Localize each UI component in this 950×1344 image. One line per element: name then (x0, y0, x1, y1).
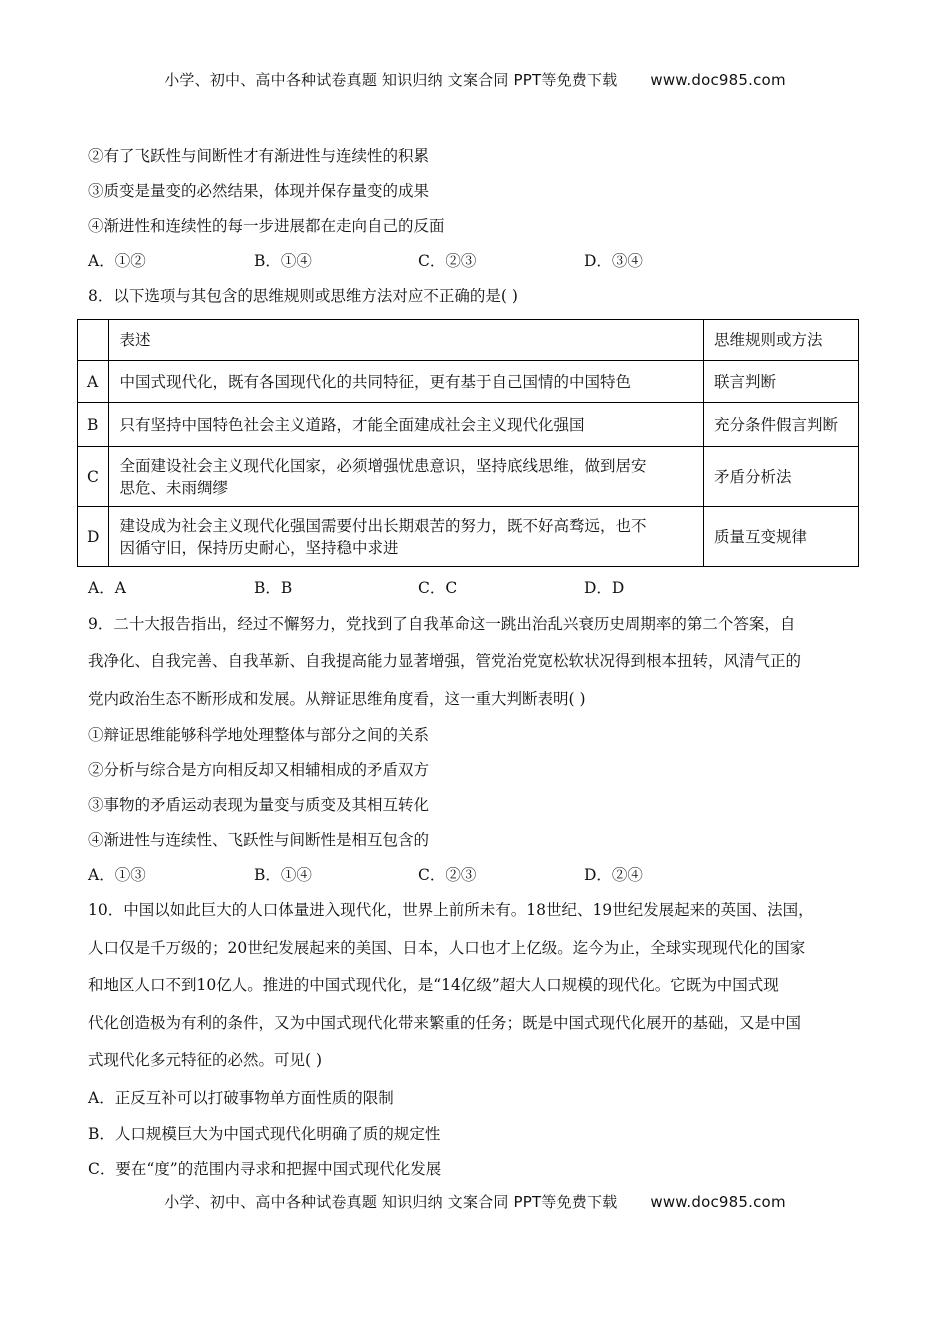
q8-header-key (78, 320, 109, 361)
q8-row-key: A (78, 361, 109, 403)
header-text: 小学、初中、高中各种试卷真题 知识归纳 文案合同 PPT等免费下载 (164, 71, 618, 89)
q10-option-c: C．要在“度”的范围内寻求和把握中国式现代化发展 (88, 1160, 442, 1178)
header-site-link[interactable]: www.doc985.com (650, 71, 786, 89)
q8-option-c: C．C (418, 579, 458, 597)
q9-item-2: ②分析与综合是方向相反却又相辅相成的矛盾双方 (88, 761, 430, 779)
q9-option-b: B．①④ (254, 866, 312, 884)
q8-table (77, 319, 859, 567)
q10-stem-line5: 式现代化多元特征的必然。可见( ) (88, 1051, 323, 1069)
q8-option-b: B．B (254, 579, 293, 597)
q8-row-statement-line1: 建设成为社会主义现代化强国需要付出长期艰苦的努力，既不好高骛远，也不 (119, 516, 647, 535)
q8-stem: 8．以下选项与其包含的思维规则或思维方法对应不正确的是( ) (88, 287, 518, 305)
q8-header-method: 思维规则或方法 (704, 320, 859, 361)
q7-item-2: ②有了飞跃性与间断性才有渐进性与连续性的积累 (88, 147, 430, 165)
q8-row-statement: 中国式现代化，既有各国现代化的共同特征，更有基于自己国情的中国特色 (109, 361, 704, 403)
q9-item-3: ③事物的矛盾运动表现为量变与质变及其相互转化 (88, 796, 430, 814)
q8-option-a: A．A (88, 579, 126, 597)
q9-option-a: A．①③ (88, 866, 146, 884)
page-footer (0, 1191, 950, 1212)
q8-row-b (78, 403, 859, 447)
q10-stem-line2: 人口仅是千万级的；20世纪发展起来的美国、日本，人口也才上亿级。迄今为止，全球实现现代化的国家 (88, 939, 806, 957)
q8-row-statement-line1: 全面建设社会主义现代化国家，必须增强忧患意识，坚持底线思维，做到居安 (119, 456, 647, 475)
q8-row-key: B (78, 403, 109, 447)
q9-option-d: D．②④ (584, 866, 643, 884)
q9-stem-line3: 党内政治生态不断形成和发展。从辩证思维角度看，这一重大判断表明( ) (88, 690, 586, 708)
q8-row-method: 质量互变规律 (704, 507, 859, 567)
q8-table-header-row (78, 320, 859, 361)
q7-item-4: ④渐进性和连续性的每一步进展都在走向自己的反面 (88, 217, 445, 235)
footer-site-link[interactable]: www.doc985.com (650, 1193, 786, 1211)
q8-row-a (78, 361, 859, 403)
q9-option-c: C．②③ (418, 866, 477, 884)
q8-row-statement (109, 507, 704, 567)
q8-row-statement (109, 447, 704, 507)
q8-header-statement: 表述 (109, 320, 704, 361)
q8-row-method: 联言判断 (704, 361, 859, 403)
q8-option-d: D．D (584, 579, 625, 597)
q7-option-c: C．②③ (418, 252, 477, 270)
q7-option-d: D．③④ (584, 252, 643, 270)
q9-item-4: ④渐进性与连续性、飞跃性与间断性是相互包含的 (88, 831, 430, 849)
q8-row-statement-line2: 思危、未雨绸缪 (119, 478, 228, 497)
q8-row-d (78, 507, 859, 567)
q9-item-1: ①辩证思维能够科学地处理整体与部分之间的关系 (88, 726, 430, 744)
q10-option-b: B．人口规模巨大为中国式现代化明确了质的规定性 (88, 1125, 441, 1143)
q7-option-b: B．①④ (254, 252, 312, 270)
q10-stem-line4: 代化创造极为有利的条件，又为中国式现代化带来繁重的任务；既是中国式现代化展开的基础，又是中国 (88, 1014, 802, 1032)
q10-option-a: A．正反互补可以打破事物单方面性质的限制 (88, 1089, 394, 1107)
page-header (0, 69, 950, 90)
footer-text: 小学、初中、高中各种试卷真题 知识归纳 文案合同 PPT等免费下载 (164, 1193, 618, 1211)
q9-stem-line1: 9．二十大报告指出，经过不懈努力，党找到了自我革命这一跳出治乱兴衰历史周期率的第二个答案，自 (88, 615, 796, 633)
q8-row-c (78, 447, 859, 507)
q7-option-a: A．①② (88, 252, 146, 270)
q7-item-3: ③质变是量变的必然结果，体现并保存量变的成果 (88, 182, 430, 200)
q8-row-key: C (78, 447, 109, 507)
q8-row-statement: 只有坚持中国特色社会主义道路，才能全面建成社会主义现代化强国 (109, 403, 704, 447)
q10-stem-line1: 10．中国以如此巨大的人口体量进入现代化，世界上前所未有。18世纪、19世纪发展起来的英国、法国， (88, 901, 814, 919)
q8-row-method: 矛盾分析法 (704, 447, 859, 507)
q8-row-method: 充分条件假言判断 (704, 403, 859, 447)
q10-stem-line3: 和地区人口不到10亿人。推进的中国式现代化，是“14亿级”超大人口规模的现代化。它既为中国式现 (88, 976, 779, 994)
q9-stem-line2: 我净化、自我完善、自我革新、自我提高能力显著增强，管党治党宽松软状况得到根本扭转，风清气正的 (88, 652, 802, 670)
q8-row-key: D (78, 507, 109, 567)
q8-row-statement-line2: 因循守旧，保持历史耐心，坚持稳中求进 (119, 538, 399, 557)
